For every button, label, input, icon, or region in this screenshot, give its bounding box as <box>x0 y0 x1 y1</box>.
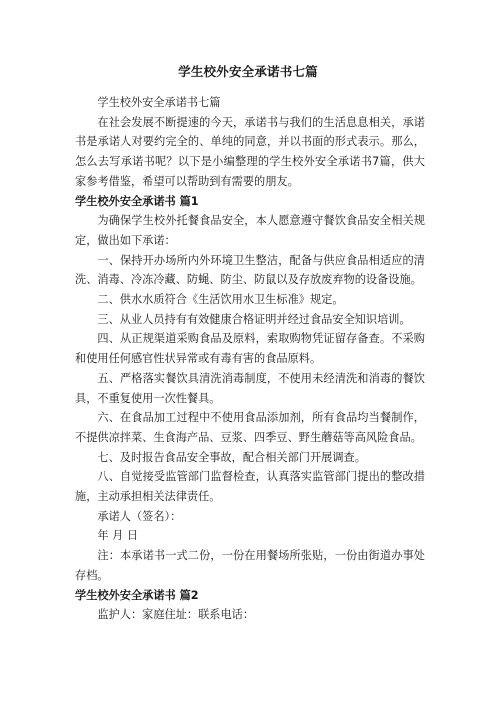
paragraph: 七、及时报告食品安全事故，配合相关部门开展调查。 <box>97 450 366 464</box>
paragraph: 三、从业人员持有有效健康合格证明并经过食品安全知识培训。 <box>97 312 411 326</box>
paragraph: 为确保学生校外托餐食品安全，本人愿意遵守餐饮食品安全相关规定，做出如下承诺： <box>75 214 425 247</box>
document-body <box>75 93 425 625</box>
paragraph: 六、在食品加工过程中不使用食品添加剂，所有食品均当餐制作，不提供凉拌菜、生食海产品、豆浆、四季豆、野生蘑菇等高风险食品。 <box>75 411 425 444</box>
paragraph: 二、供水水质符合《生活饮用水卫生标准》规定。 <box>97 293 344 307</box>
date-line: 年 月 日 <box>97 529 139 543</box>
paragraph: 在社会发展不断提速的今天，承诺书与我们的生活息息相关，承诺书是承诺人对要约完全的、单纯的同意，并以书面的形式表示。那么，怎么去写承诺书呢？以下是小编整理的学生校外安全承诺书7篇，供大家参考借鉴，希望可以帮助到有需要的朋友。 <box>75 115 425 188</box>
document-title: 学生校外安全承诺书七篇 <box>178 64 318 79</box>
signature-line: 承诺人（签名）： <box>97 509 182 523</box>
section-heading: 学生校外安全承诺书 篇2 <box>75 588 199 602</box>
paragraph: 四、从正规渠道采购食品及原料，索取购物凭证留存备查。不采购和使用任何感官性状异常或有毒有害的食品原料。 <box>75 332 425 366</box>
paragraph: 八、自觉接受监管部门监督检查，认真落实监管部门提出的整改措施，主动承担相关法律责任。 <box>75 470 425 504</box>
paragraph: 监护人：家庭住址：联系电话： <box>97 608 255 622</box>
section-heading: 学生校外安全承诺书 篇1 <box>75 194 199 208</box>
paragraph: 一、保持开办场所内外环境卫生整洁，配备与供应食品相适应的清洗、消毒、冷冻冷藏、防蝇、防尘、防鼠以及存放废弃物的设备设施。 <box>75 253 425 287</box>
paragraph: 五、严格落实餐饮具清洗消毒制度，不使用未经清洗和消毒的餐饮具，不重复使用一次性餐具。 <box>75 371 425 405</box>
paragraph: 学生校外安全承诺书七篇 <box>97 96 221 109</box>
note-paragraph: 注：本承诺书一式二份，一份在用餐场所张贴，一份由街道办事处存档。 <box>75 549 425 582</box>
